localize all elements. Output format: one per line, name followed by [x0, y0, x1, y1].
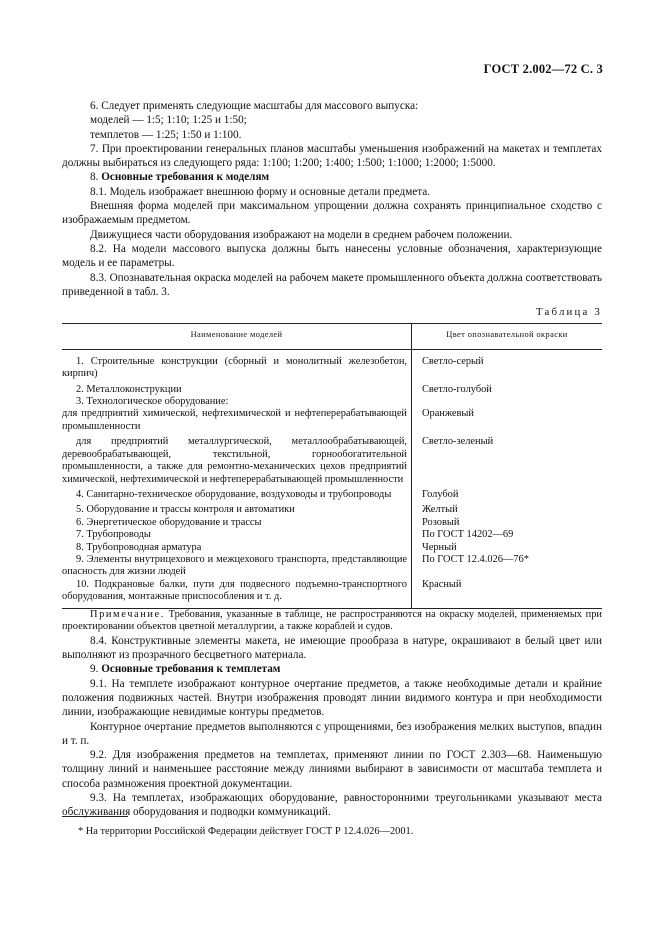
section-8-number: 8.: [90, 171, 99, 184]
color-cell: По ГОСТ 14202—69: [422, 529, 514, 541]
section-9-title: Основные требования к темплетам: [101, 663, 281, 676]
section-8-heading: [62, 170, 602, 184]
table-row: [62, 501, 602, 516]
model-name-cell: 7. Трубопроводы: [62, 529, 412, 541]
section-9-number: 9.: [90, 663, 99, 676]
model-name-cell: 1. Строительные конструкции (сборный и монолитный железобетон, кирпич): [62, 349, 412, 380]
model-name-cell: 5. Оборудование и трассы контроля и автоматики: [62, 501, 412, 516]
model-name-cell: 6. Энергетическое оборудование и трассы: [62, 517, 412, 529]
model-name-cell: 2. Металлоконструкции: [62, 381, 412, 396]
scale-templates: темплетов — 1:25; 1:50 и 1:100.: [90, 128, 242, 141]
color-cell: Розовый: [422, 516, 460, 528]
color-cell: Черный: [422, 541, 457, 553]
section-9-heading: [62, 662, 602, 676]
column-header-models: Наименование моделей: [62, 324, 412, 349]
table-row: [62, 529, 602, 541]
color-cell: [412, 396, 603, 408]
table-row: [62, 396, 602, 408]
table-note: [62, 609, 602, 634]
color-cell: Светло-зеленый: [422, 436, 494, 448]
paragraph-8-2: 8.2. На модели массового выпуска должны быть нанесены условные обозначения, характеризующие модель и ее параметры.: [62, 242, 602, 270]
paragraph-7: 7. При проектировании генеральных планов масштабы уменьшения изображений на макетах и темплетах должны выбираться из следующего ряда: 1:100; 1:200; 1:400; 1:500; 1:1000; 1:2000; 1:5000.: [62, 142, 602, 170]
model-name-cell: для предприятий металлургической, металлообрабатывающей, деревообрабатывающей, текстильной, горнообогатительной промышленности, а также для ремонтно-механических цехов предприятий химической, нефтехимической и нефтеперерабатывающей промышленности: [62, 433, 412, 486]
table-row: [62, 381, 602, 396]
paragraph-8-3: 8.3. Опознавательная окраска моделей на рабочем макете промышленного объекта должна соответствовать приведенной в табл. 3.: [62, 271, 602, 298]
paragraph-9-3: 9.3. На темплетах, изображающих оборудование, равносторонними треугольниками указывают места обслуживания оборудования и подводки коммуникаций.: [62, 792, 602, 819]
table-row: [62, 554, 602, 579]
footnote: * На территории Российской Федерации действует ГОСТ Р 12.4.026—2001.: [78, 826, 414, 837]
paragraph-8-1: 8.1. Модель изображает внешнюю форму и основные детали предмета.: [90, 185, 431, 198]
color-cell: Желтый: [422, 504, 458, 516]
color-cell: Оранжевый: [422, 408, 474, 420]
model-name-cell: 9. Элементы внутрицехового и межцехового транспорта, представляющие опасность для жизни людей: [62, 554, 412, 579]
paragraph-8-1-moving: Движущиеся части оборудования изображают на модели в среднем рабочем положении.: [90, 228, 513, 241]
table-row: [62, 433, 602, 486]
color-cell: По ГОСТ 12.4.026—76*: [422, 553, 529, 565]
model-name-cell: 10. Подкрановые балки, пути для подвесного подъемно-транспортного оборудования, монтажные приспособления и т. д.: [62, 579, 412, 608]
table-row: [62, 517, 602, 529]
color-cell: Красный: [422, 578, 462, 590]
model-name-cell: 8. Трубопроводная арматура: [62, 542, 412, 554]
table-caption: Таблица 3: [536, 306, 602, 319]
model-name-cell: 4. Санитарно-техническое оборудование, воздуховоды и трубопроводы: [62, 486, 412, 501]
paragraph-8-4: 8.4. Конструктивные элементы макета, не имеющие прообраза в натуре, окрашивают в белый цвет или выполняют из прозрачного бесцветного материала.: [62, 634, 602, 662]
table-row: [62, 579, 602, 608]
table-row: [62, 486, 602, 501]
column-header-color: Цвет опознавательной окраски: [412, 324, 603, 349]
note-text: Требования, указанные в таблице, не распространяются на окраску моделей, применяемых при проектировании объектов цветной металлургии, а также кораблей и судов.: [62, 608, 602, 633]
table-row: [62, 349, 602, 380]
color-cell: Светло-серый: [422, 355, 484, 367]
model-name-cell: 3. Технологическое оборудование:: [62, 396, 412, 408]
table-row: [62, 408, 602, 433]
paragraph-9-2: 9.2. Для изображения предметов на темплетах, применяют линии по ГОСТ 2.303—68. Наименьшую толщину линий и наименьшее расстояние между линиями выбирают в зависимости от масштаба темплета и способа размножения проектной документации.: [62, 749, 602, 790]
color-cell: Голубой: [422, 488, 459, 500]
table-header-row: [62, 324, 602, 349]
paragraph-9-1: 9.1. На темплете изображают контурное очертание предметов, а также необходимые детали и крайние положения подвижных частей. Внутри изображения проводят линии видимого контура и при необходимости линии, изображающие невидимые контуры предметов.: [62, 677, 602, 719]
paragraph-6: 6. Следует применять следующие масштабы для массового выпуска:: [90, 100, 419, 112]
footnote-divider: [62, 816, 128, 817]
color-cell: Светло-голубой: [422, 383, 492, 395]
scale-models: моделей — 1:5; 1:10; 1:25 и 1:50;: [90, 114, 247, 127]
table-row: [62, 542, 602, 554]
section-8-title: Основные требования к моделям: [101, 171, 270, 184]
note-label: Примечание.: [90, 608, 165, 620]
paragraph-9-1-contour: Контурное очертание предметов выполняются с упрощениями, без изображения мелких выступов, впадин и т. п.: [62, 720, 602, 747]
color-table: [62, 323, 602, 608]
page-header: ГОСТ 2.002—72 С. 3: [483, 62, 603, 76]
document-body: [62, 99, 602, 820]
model-name-cell: для предприятий химической, нефтехимической и нефтеперерабатывающей промышленности: [62, 408, 412, 433]
paragraph-8-1-form: Внешняя форма моделей при максимальном упрощении должна сохранять принципиальное сходство с изображаемым предметом.: [62, 200, 602, 227]
